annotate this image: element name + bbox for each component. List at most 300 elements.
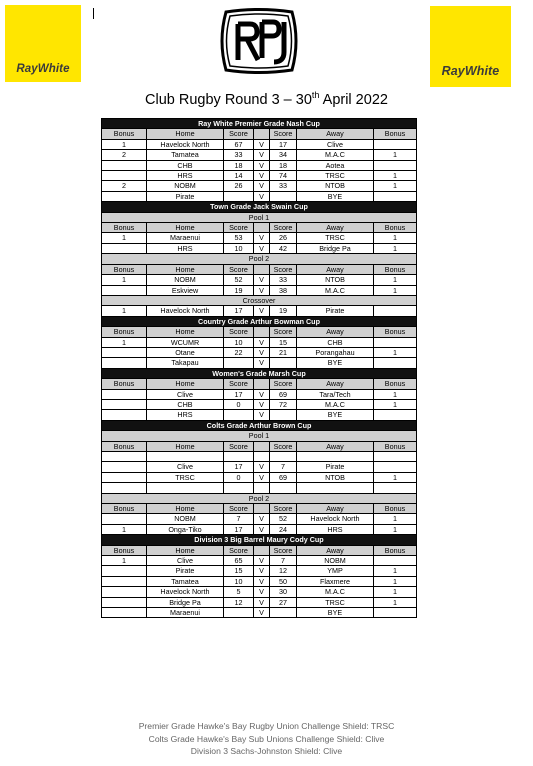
versus-cell: V [254, 160, 270, 170]
away-team-cell: Pirate [297, 462, 374, 472]
home-score-cell: 53 [224, 233, 254, 243]
home-score-cell [224, 452, 254, 462]
home-score-cell: 19 [224, 285, 254, 295]
home-score-cell: 10 [224, 337, 254, 347]
home-score-cell: 10 [224, 243, 254, 253]
column-header: Bonus [102, 379, 147, 389]
away-team-cell: M.A.C [297, 285, 374, 295]
bonus-away-cell: 1 [374, 524, 417, 534]
versus-cell: V [254, 566, 270, 576]
away-score-cell: 27 [270, 597, 297, 607]
away-team-cell: NTOB [297, 275, 374, 285]
away-score-cell: 69 [270, 389, 297, 399]
column-header: Bonus [102, 264, 147, 274]
versus-cell: V [254, 576, 270, 586]
home-team-cell: Tamatea [147, 150, 224, 160]
bonus-away-cell: 1 [374, 181, 417, 191]
away-score-cell: 24 [270, 524, 297, 534]
home-team-cell [147, 483, 224, 493]
home-score-cell: 17 [224, 524, 254, 534]
column-header: Away [297, 504, 374, 514]
home-team-cell: Pirate [147, 566, 224, 576]
bonus-away-cell: 1 [374, 275, 417, 285]
column-header: Away [297, 327, 374, 337]
club-crest-logo [216, 6, 302, 76]
home-score-cell: 65 [224, 556, 254, 566]
bonus-home-cell [102, 347, 147, 357]
column-header: Bonus [102, 327, 147, 337]
away-score-cell: 12 [270, 566, 297, 576]
away-team-cell: M.A.C [297, 587, 374, 597]
versus-cell [254, 483, 270, 493]
column-header: Score [270, 545, 297, 555]
bonus-away-cell [374, 306, 417, 316]
away-team-cell: TRSC [297, 171, 374, 181]
column-header: Bonus [102, 129, 147, 139]
away-team-cell: Porangahau [297, 347, 374, 357]
home-team-cell: NOBM [147, 181, 224, 191]
column-header: Bonus [374, 129, 417, 139]
home-team-cell: Clive [147, 556, 224, 566]
column-header: Home [147, 327, 224, 337]
column-header: Score [224, 379, 254, 389]
away-score-cell: 72 [270, 399, 297, 409]
away-team-cell: NTOB [297, 181, 374, 191]
home-score-cell: 22 [224, 347, 254, 357]
match-row [102, 243, 417, 253]
away-team-cell: Clive [297, 139, 374, 149]
match-row [102, 452, 417, 462]
away-score-cell [270, 191, 297, 201]
home-score-cell [224, 191, 254, 201]
bonus-away-cell: 1 [374, 243, 417, 253]
away-score-cell: 7 [270, 462, 297, 472]
column-header: Home [147, 223, 224, 233]
bonus-home-cell [102, 576, 147, 586]
home-team-cell: HRS [147, 243, 224, 253]
home-score-cell: 52 [224, 275, 254, 285]
home-score-cell: 17 [224, 462, 254, 472]
home-team-cell: HRS [147, 410, 224, 420]
column-header: Bonus [374, 223, 417, 233]
bonus-home-cell [102, 389, 147, 399]
bonus-home-cell: 1 [102, 556, 147, 566]
versus-cell: V [254, 181, 270, 191]
away-team-cell: BYE [297, 358, 374, 368]
column-header: Score [224, 504, 254, 514]
home-score-cell: 14 [224, 171, 254, 181]
match-row [102, 410, 417, 420]
bonus-away-cell: 1 [374, 597, 417, 607]
competition-title-cell: Colts Grade Arthur Brown Cup [102, 420, 417, 430]
bonus-away-cell: 1 [374, 389, 417, 399]
home-team-cell: HRS [147, 171, 224, 181]
column-header [254, 223, 270, 233]
pool-label-cell: Pool 1 [102, 431, 417, 441]
home-team-cell: Onga-Tiko [147, 524, 224, 534]
column-header: Home [147, 264, 224, 274]
competition-title [102, 420, 417, 430]
away-score-cell: 38 [270, 285, 297, 295]
away-team-cell: YMP [297, 566, 374, 576]
match-row [102, 587, 417, 597]
away-score-cell [270, 410, 297, 420]
column-header: Bonus [102, 545, 147, 555]
column-header: Bonus [374, 264, 417, 274]
versus-cell: V [254, 171, 270, 181]
versus-cell: V [254, 347, 270, 357]
home-score-cell: 12 [224, 597, 254, 607]
home-team-cell: Maraenui [147, 608, 224, 618]
match-row [102, 337, 417, 347]
match-row [102, 306, 417, 316]
bonus-home-cell [102, 410, 147, 420]
match-row [102, 608, 417, 618]
match-row [102, 347, 417, 357]
bonus-away-cell [374, 160, 417, 170]
bonus-home-cell [102, 171, 147, 181]
column-header [254, 379, 270, 389]
column-header: Home [147, 129, 224, 139]
match-row [102, 597, 417, 607]
bonus-home-cell: 1 [102, 524, 147, 534]
home-team-cell [147, 452, 224, 462]
bonus-away-cell: 1 [374, 514, 417, 524]
raywhite-logo-text: RayWhite [441, 64, 500, 78]
versus-cell: V [254, 275, 270, 285]
bonus-home-cell [102, 483, 147, 493]
competition-title-cell: Country Grade Arthur Bowman Cup [102, 316, 417, 326]
match-row [102, 524, 417, 534]
versus-cell: V [254, 587, 270, 597]
match-row [102, 139, 417, 149]
home-score-cell: 0 [224, 399, 254, 409]
column-header: Score [224, 441, 254, 451]
bonus-home-cell [102, 191, 147, 201]
versus-cell: V [254, 472, 270, 482]
pool-label [102, 254, 417, 264]
column-header: Score [270, 264, 297, 274]
versus-cell: V [254, 462, 270, 472]
versus-cell: V [254, 608, 270, 618]
home-team-cell: Otane [147, 347, 224, 357]
column-header-row [102, 327, 417, 337]
home-team-cell: NOBM [147, 514, 224, 524]
versus-cell: V [254, 306, 270, 316]
competition-title-cell: Division 3 Big Barrel Maury Cody Cup [102, 535, 417, 545]
column-header-row [102, 264, 417, 274]
bonus-away-cell [374, 452, 417, 462]
column-header: Score [270, 504, 297, 514]
bonus-away-cell [374, 483, 417, 493]
versus-cell: V [254, 389, 270, 399]
home-team-cell: Bridge Pa [147, 597, 224, 607]
bonus-away-cell [374, 608, 417, 618]
bonus-away-cell [374, 462, 417, 472]
versus-cell: V [254, 191, 270, 201]
column-header: Score [270, 379, 297, 389]
away-score-cell: 74 [270, 171, 297, 181]
column-header: Score [270, 441, 297, 451]
away-score-cell: 17 [270, 139, 297, 149]
versus-cell: V [254, 597, 270, 607]
home-team-cell: Clive [147, 462, 224, 472]
home-score-cell: 18 [224, 160, 254, 170]
bonus-away-cell: 1 [374, 576, 417, 586]
away-score-cell: 26 [270, 233, 297, 243]
match-row [102, 462, 417, 472]
pool-label-cell: Pool 1 [102, 212, 417, 222]
footer-line: Premier Grade Hawke's Bay Rugby Union Challenge Shield: TRSC [138, 721, 395, 731]
home-team-cell: Maraenui [147, 233, 224, 243]
versus-cell: V [254, 150, 270, 160]
home-team-cell: Tamatea [147, 576, 224, 586]
column-header: Score [224, 327, 254, 337]
shield-footer [0, 720, 533, 758]
competition-title-cell: Ray White Premier Grade Nash Cup [102, 119, 417, 129]
results-table [101, 118, 417, 618]
home-score-cell: 26 [224, 181, 254, 191]
away-score-cell [270, 452, 297, 462]
away-score-cell: 18 [270, 160, 297, 170]
column-header: Away [297, 441, 374, 451]
bonus-away-cell [374, 556, 417, 566]
away-team-cell: Flaxmere [297, 576, 374, 586]
competition-title-cell: Women's Grade Marsh Cup [102, 368, 417, 378]
column-header-row [102, 223, 417, 233]
versus-cell: V [254, 399, 270, 409]
away-score-cell [270, 608, 297, 618]
column-header: Home [147, 504, 224, 514]
versus-cell [254, 452, 270, 462]
home-score-cell [224, 358, 254, 368]
away-score-cell: 33 [270, 181, 297, 191]
column-header [254, 129, 270, 139]
match-row [102, 160, 417, 170]
away-team-cell: HRS [297, 524, 374, 534]
bonus-home-cell: 2 [102, 150, 147, 160]
bonus-home-cell [102, 462, 147, 472]
home-team-cell: Clive [147, 389, 224, 399]
home-team-cell: WCUMR [147, 337, 224, 347]
column-header: Away [297, 379, 374, 389]
versus-cell: V [254, 358, 270, 368]
versus-cell: V [254, 337, 270, 347]
pool-label [102, 493, 417, 503]
bonus-away-cell: 1 [374, 587, 417, 597]
bonus-home-cell [102, 608, 147, 618]
column-header: Away [297, 264, 374, 274]
versus-cell: V [254, 410, 270, 420]
away-score-cell: 7 [270, 556, 297, 566]
bonus-home-cell: 2 [102, 181, 147, 191]
away-team-cell: CHB [297, 337, 374, 347]
column-header: Score [224, 223, 254, 233]
match-row [102, 285, 417, 295]
pool-label [102, 295, 417, 305]
column-header: Away [297, 545, 374, 555]
competition-title [102, 535, 417, 545]
column-header: Bonus [102, 223, 147, 233]
bonus-home-cell: 1 [102, 337, 147, 347]
away-team-cell: Pirate [297, 306, 374, 316]
away-score-cell: 30 [270, 587, 297, 597]
column-header: Score [224, 129, 254, 139]
match-row [102, 483, 417, 493]
home-team-cell: Pirate [147, 191, 224, 201]
versus-cell: V [254, 514, 270, 524]
column-header-row [102, 545, 417, 555]
match-row [102, 150, 417, 160]
away-team-cell: BYE [297, 410, 374, 420]
bonus-away-cell [374, 358, 417, 368]
away-team-cell [297, 452, 374, 462]
away-score-cell: 69 [270, 472, 297, 482]
bonus-away-cell: 1 [374, 472, 417, 482]
column-header-row [102, 441, 417, 451]
bonus-away-cell [374, 191, 417, 201]
column-header: Home [147, 545, 224, 555]
raywhite-logo-right [430, 6, 511, 87]
match-row [102, 181, 417, 191]
pool-label-cell: Pool 2 [102, 493, 417, 503]
away-team-cell: TRSC [297, 597, 374, 607]
column-header-row [102, 504, 417, 514]
home-score-cell: 17 [224, 306, 254, 316]
away-team-cell: M.A.C [297, 399, 374, 409]
page-title [0, 90, 533, 108]
competition-title [102, 316, 417, 326]
home-score-cell: 5 [224, 587, 254, 597]
text-cursor [93, 8, 94, 19]
column-header: Bonus [374, 379, 417, 389]
versus-cell: V [254, 556, 270, 566]
column-header: Bonus [374, 441, 417, 451]
home-team-cell: Eskview [147, 285, 224, 295]
versus-cell: V [254, 285, 270, 295]
raywhite-logo-text: RayWhite [16, 63, 70, 75]
away-score-cell: 19 [270, 306, 297, 316]
column-header: Home [147, 379, 224, 389]
home-score-cell: 67 [224, 139, 254, 149]
away-team-cell: NTOB [297, 472, 374, 482]
away-team-cell: Havelock North [297, 514, 374, 524]
away-team-cell: Aotea [297, 160, 374, 170]
home-team-cell: Havelock North [147, 587, 224, 597]
column-header [254, 441, 270, 451]
away-score-cell: 33 [270, 275, 297, 285]
raywhite-logo-left [5, 5, 81, 82]
footer-line: Colts Grade Hawke's Bay Sub Unions Challenge Shield: Clive [148, 733, 385, 744]
bonus-home-cell [102, 285, 147, 295]
column-header [254, 264, 270, 274]
bonus-home-cell [102, 587, 147, 597]
home-score-cell [224, 410, 254, 420]
footer-line: Division 3 Sachs-Johnston Shield: Clive [190, 746, 343, 756]
column-header: Bonus [102, 504, 147, 514]
bonus-home-cell: 1 [102, 233, 147, 243]
away-score-cell: 42 [270, 243, 297, 253]
bonus-home-cell [102, 472, 147, 482]
bonus-home-cell [102, 399, 147, 409]
competition-title [102, 202, 417, 212]
title-superscript: th [311, 90, 320, 100]
home-team-cell: TRSC [147, 472, 224, 482]
pool-label-cell: Crossover [102, 295, 417, 305]
title-text: Club Rugby Round 3 – 30 [145, 91, 312, 108]
match-row [102, 399, 417, 409]
away-score-cell: 52 [270, 514, 297, 524]
home-team-cell: Takapau [147, 358, 224, 368]
away-team-cell: BYE [297, 608, 374, 618]
bonus-home-cell [102, 514, 147, 524]
column-header: Score [270, 129, 297, 139]
match-row [102, 556, 417, 566]
competition-title [102, 119, 417, 129]
home-score-cell: 0 [224, 472, 254, 482]
column-header: Score [270, 223, 297, 233]
away-team-cell: Bridge Pa [297, 243, 374, 253]
bonus-away-cell [374, 410, 417, 420]
home-team-cell: CHB [147, 399, 224, 409]
away-team-cell: TRSC [297, 233, 374, 243]
bonus-away-cell: 1 [374, 566, 417, 576]
column-header: Score [270, 327, 297, 337]
pool-label [102, 212, 417, 222]
bonus-away-cell: 1 [374, 347, 417, 357]
column-header-row [102, 379, 417, 389]
versus-cell: V [254, 139, 270, 149]
home-score-cell: 10 [224, 576, 254, 586]
bonus-away-cell [374, 139, 417, 149]
column-header: Away [297, 223, 374, 233]
bonus-home-cell: 1 [102, 139, 147, 149]
away-team-cell: M.A.C [297, 150, 374, 160]
away-score-cell: 15 [270, 337, 297, 347]
competition-title [102, 368, 417, 378]
competition-title-cell: Town Grade Jack Swain Cup [102, 202, 417, 212]
column-header [254, 327, 270, 337]
pool-label-cell: Pool 2 [102, 254, 417, 264]
match-row [102, 358, 417, 368]
column-header: Score [224, 264, 254, 274]
column-header: Home [147, 441, 224, 451]
home-score-cell [224, 608, 254, 618]
away-score-cell [270, 483, 297, 493]
home-score-cell: 15 [224, 566, 254, 576]
versus-cell: V [254, 243, 270, 253]
column-header: Score [224, 545, 254, 555]
away-team-cell: NOBM [297, 556, 374, 566]
match-row [102, 389, 417, 399]
bonus-home-cell: 1 [102, 306, 147, 316]
column-header [254, 504, 270, 514]
bonus-away-cell: 1 [374, 150, 417, 160]
home-team-cell: CHB [147, 160, 224, 170]
away-score-cell: 50 [270, 576, 297, 586]
title-date: April 2022 [319, 91, 388, 108]
column-header: Bonus [374, 327, 417, 337]
bonus-home-cell [102, 566, 147, 576]
versus-cell: V [254, 524, 270, 534]
column-header-row [102, 129, 417, 139]
bonus-home-cell [102, 160, 147, 170]
away-team-cell: Tara/Tech [297, 389, 374, 399]
column-header: Away [297, 129, 374, 139]
away-score-cell: 34 [270, 150, 297, 160]
home-team-cell: Havelock North [147, 139, 224, 149]
bonus-home-cell [102, 358, 147, 368]
